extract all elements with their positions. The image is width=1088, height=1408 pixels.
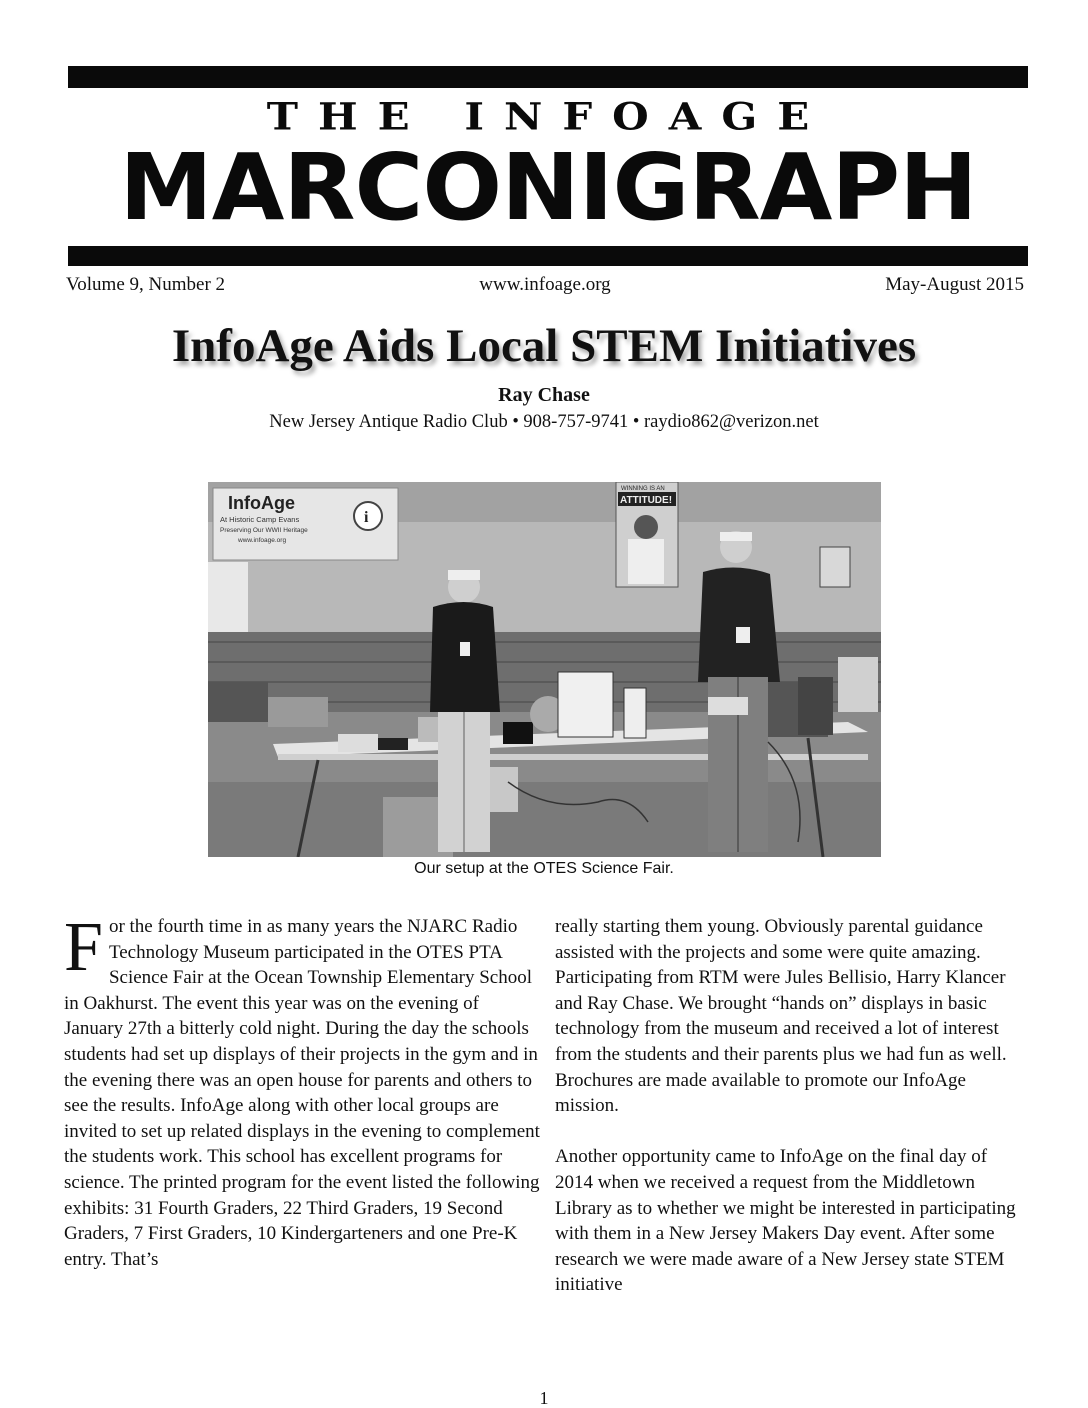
article-author: Ray Chase xyxy=(498,384,590,406)
article-column-left xyxy=(64,909,542,1272)
issue-info-line xyxy=(66,272,1024,298)
article-paragraph-3: Another opportunity came to InfoAge on the final day of 2014 when we received a request from the Middletown Library as to whether we might be interested in participating with them in a New Jersey Makers Day event. After some research we were made aware of a New Jersey state STEM initiative xyxy=(555,1146,1016,1296)
issue-volume: Volume 9, Number 2 xyxy=(66,274,226,295)
author-affiliation: New Jersey Antique Radio Club • 908-757-9741 • raydio862@verizon.net xyxy=(269,412,819,432)
issue-date: May-August 2015 xyxy=(885,274,1024,295)
article-headline: InfoAge Aids Local STEM Initiatives xyxy=(171,320,917,372)
article-paragraph-1 xyxy=(64,909,542,1272)
banner-subtitle-1: At Historic Camp Evans xyxy=(220,515,300,524)
poster-top-text: WINNING IS AN xyxy=(621,486,665,492)
banner-title: InfoAge xyxy=(228,493,295,513)
photo-caption: Our setup at the OTES Science Fair. xyxy=(414,860,674,877)
photo-illustration xyxy=(208,482,881,857)
article-paragraph-2: really starting them young. Obviously parental guidance assisted with the projects and some were quite amazing. Participating from RTM were Jules Bellisio, Harry Klancer and Ray Chase. We brought “hands on” displays in basic technology from the museum and received a lot of interest from the students and their parents plus we had fun as well. Brochures are made available to promote our InfoAge mission. xyxy=(555,916,1007,1117)
drop-cap: F xyxy=(64,909,103,986)
masthead-title: MARCONIGRAPH xyxy=(119,134,977,241)
masthead-top-bar xyxy=(68,66,1028,88)
paragraph-1-text: or the fourth time in as many years the NJARC Radio Technology Museum participated in the OTES PTA Science Fair at the Ocean Township Elementary School in Oakhurst. The event this year was on the evening of January 27th a bitterly cold night. During the day the schools students had set up displays of their projects in the gym and in the evening there was an open house for parents and others to see the results. InfoAge along with other local groups are invited to set up related displays in the evening to complement the students work. This school has excellent programs for science. The printed program for the event listed the following exhibits: 31 Fourth Graders, 22 Third Graders, 19 Second Graders, 7 First Graders, 10 Kindergarteners and one Pre-K entry. That’s xyxy=(64,916,540,1270)
masthead xyxy=(68,66,1028,266)
issue-website[interactable]: www.infoage.org xyxy=(479,274,611,295)
banner-subtitle-2: Preserving Our WWII Heritage xyxy=(220,527,308,534)
article-photo xyxy=(208,482,881,857)
poster-main-text: ATTITUDE! xyxy=(620,495,673,506)
page-number: 1 xyxy=(539,1388,549,1408)
banner-url: www.infoage.org xyxy=(238,537,287,544)
masthead-subtitle: THE INFOAGE xyxy=(266,94,830,139)
masthead-bottom-bar xyxy=(68,246,1028,266)
svg-text:i: i xyxy=(364,509,369,526)
article-column-right xyxy=(555,914,1025,1298)
